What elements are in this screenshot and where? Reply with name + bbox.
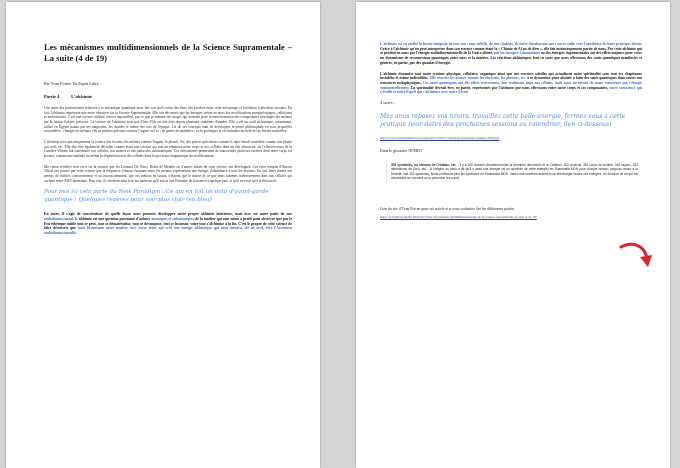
page-left-content xyxy=(44,42,292,242)
bold-rest: de la matière qui sont mises à profit pour observer que par le Feu éthérique unifié tout se peut, tout se dématérialise, tout se décompose, tout se fusionne, voire tout s'alchimise à la fin. C'est le propre de cette science de faire découvrir que xyxy=(44,217,292,231)
glossary-text: : Il y a 352 niveaux vibratoires entre la première dimension et le Créateur. 352 chakras, 352 corps de lumière, 352 rayons, 352 dimensions de Dieu, etc... À l'origine on nous a dit qu'il y avait une énergie (et un symbole de cette énergie) en Shamballa MDH pour chaque niveau, jusqu'au retour à la Divinité, soit 352 symboles. Nous n'utilisons plus les symboles en Shamballa MDH, mais nous sommes activés pour télécharger toutes ces énergies, en fonction de ce qui est nécessaire au moment où la personne les reçoit. xyxy=(391,163,639,180)
glossary-box xyxy=(386,160,642,183)
article-byline: Par Yvan Poirier En Esprit Libre xyxy=(44,81,99,86)
glossary-term: 352 symboles, ou niveaux de Création, etc. xyxy=(391,163,457,168)
highlight-atomes: Elle réactive les atomes comme les électrons, les photons, etc. xyxy=(429,76,527,81)
part-title: L'alchimie xyxy=(71,94,93,99)
document-page-left xyxy=(6,2,320,468)
highlight-atomiques: atomiques et subatomiques xyxy=(151,217,195,222)
bold-intro: En outre, il s'agit de conscientiser de quelle façon nous pouvons développer notre propre alchimie intérieure, mais avec un autre point de vue xyxy=(44,212,292,217)
right-paragraph-1 xyxy=(380,42,642,66)
red-arrow-icon xyxy=(618,240,654,270)
handwritten-note-right: Mes amis reposez vos tiroirs, travaillez cette belle énergie, fermez-vous à cette pratique (voir dates des prochaines sessions au calendrier, lien ci-dessous) xyxy=(380,113,626,129)
paragraph-1: Une autre des particularités relatives à la mécanique quantique nous fait voir qu'il existe des liens très proches entre cette mécanique et l'alchimie à plusieurs niveaux. En fait, l'alchimie représente une autre vibration via la Science Supramentale. Elle fait découvrir que les énergies créent en nous des modifications morphologiques, cellulaires et moléculaires. C'est une science utilisée, encore aujourd'hui, par ce que je nomme des mages qui œuvrent pour la transformation des composantes physiques des métaux par la fusion d'objets précieux. La science de l'alchimie n'est pas d'hier. Elle est née déjà depuis plusieurs centaines d'années. Elle a été un outil alchimique, notamment, utilisé en Égypte autant par les magiciens, les druides et même des rois de l'époque. Un de ses concepts était de développer la pierre philosophale en trois propriétés essentielles : changer les métaux vils en métaux précieux comme l'argent ou l'or ; de guérir les maladies ; et de prolonger la vie humaine au-delà de ses bornes naturelles. xyxy=(44,106,292,134)
bold-mid: . L'alchimie est une question purement d'arômes xyxy=(73,217,152,222)
calendar-link[interactable]: https://www.anahataluminous.fr/uploaded/155917/calendrier-prestations-anahata-2024.jpg xyxy=(380,135,500,140)
right-p2-text-b: à se dynamiser pour aboutir à faire des sauts quantiques dans toutes nos structures métaphysiques. xyxy=(380,76,642,85)
page-right-content xyxy=(380,42,642,219)
highlight-fusion-integrale: L'alchimie est en réalité la fusion intégrale de tous nos corps subtils, de nos chakras, de notre Antakarana qui s'ouvre enfin vers l'apothéose de leurs principes divins. xyxy=(380,42,642,46)
right-p1-text-a: Grâce à l'alchimie qu'on peut interpréter dans son essence comme étant la « Chimie de Al ou de dieu », elle fait intrinsèquement partie de nous. Par cette alchimie qui se produit en nous par l'énergie multidimensionnelle de la Grâce divine, xyxy=(380,46,642,56)
glossary-label: Dans le glossaire NPMDT xyxy=(380,148,423,154)
highlight-conscience: notre conscience qui s'éveille et notre Esprit qui s'alchimise avec notre Êtreté. xyxy=(380,85,643,95)
right-p2-text-a: L'alchimie dynamise tout notre système physique, cellulaire, organique ainsi que nos essences subtiles qui actualisent notre spiritualité sous tous ses chapiteaux invisibles et même indivisibles. xyxy=(380,71,642,81)
document-page-right xyxy=(356,2,670,468)
highlight-fusion: nous fusionnons notre matière avec notre éther qui crée une énergie alchimique qui nous mènera, tôt ou tard, vers l'Ascension multidimensionnelle. xyxy=(44,226,292,236)
article-title: Les mécanismes multidimensionnels de la Science Supramentale – La suite (4 de 19) xyxy=(44,42,292,63)
handwritten-note-left: Pour moi ici cela parle du New Paradigm...Ce qui en fait un outil d'avant-garde quantique ! Quelques repères pour voir plus clair (en bleu) xyxy=(44,189,269,203)
paragraph-3: Ma vision n'enlève rien vis-à-vis la science que les Léonard De Vinci, Bolos de Mendès ou d'autres initiés de cette science ont développée. Ces êtres remplis d'Amour Vibral ont prouvé par cette science que la fréquence d'amour fusionne entre les métaux représentant une énergie d'abondance à tous les niveaux. En fait, leurs études ont permis de réaliser, consciemment et ou inconsciemment, que ces métaux en fusion, n'étaient que le miroir de ce que nous sommes intérieurement dans nos cellules qui cachent notre ADN quantique. Pour eux, ils devaient dans leur for intérieur qu'il existe une Fontaine de Jouvence à quelque part, et qu'il ne reste qu'à la découvrir. xyxy=(44,164,292,183)
highlight-multidimensionnel: multidimensionnel xyxy=(44,217,74,222)
right-p2-text-c: La spiritualité devrait être, en partie, représentée par l'alchimie que nous effectuons entre notre corps et ses composantes, xyxy=(409,85,610,90)
right-paragraph-2 xyxy=(380,72,642,96)
bold-paragraph xyxy=(44,212,292,236)
credit-text: Lien du site d'Yvan Poirier pour cet article et si vous souhaitez lire les différentes parties xyxy=(380,207,515,212)
part-heading xyxy=(44,94,292,99)
right-p1-text-b: ou des énergies Supramentales ont des effets majeurs pour créer un dynamisme de reconnexions quantiques entre nous et la matière. Les réactions alchimiques font en sorte que nous effectuons des sauts quantiques manifestés et générés, en partie, par des quantas d'énergie. xyxy=(380,51,642,65)
source-link[interactable]: https://ervisimost.media/2024/04/13/les-mecanismes-multidimensionnels-de-la-science-supramentale-la-suite-4-de-19/ xyxy=(380,215,537,220)
part-number: Partie 4 xyxy=(44,94,60,99)
highlight-sauts: Ces sauts quantiques ont des effets renversants, non seulement dans nos cellules, mais aussi au niveau de notre conscience qui s'élargie exponentiellement. xyxy=(380,80,642,90)
highlight-adamantines: par les énergies Adamantines xyxy=(493,51,540,56)
a-suivre-text: À suivre… xyxy=(380,101,396,106)
paragraph-2: L'alchimie n'est pas uniquement la science des fusions des métaux comme l'argent, le plomb, l'or, des pierres précieuses comme le lapis-lazuli considéré comme une plante qui croît, etc. Elle doit être également dévoilée comme étant une science qui met en vibration notre corps et nos cellules dans un état vibratoire, où l'effervescence de la Lumière Vibrale fait transmuter nos cellules, nos atomes et nos particules subatomiques. Ces mécanismes permettent de transcender plusieurs facettes dont notre corps est porteur, comme une maladie ou même la dégénérescence des cellules dans le processus énigmatique du vieillissement. xyxy=(44,139,292,158)
